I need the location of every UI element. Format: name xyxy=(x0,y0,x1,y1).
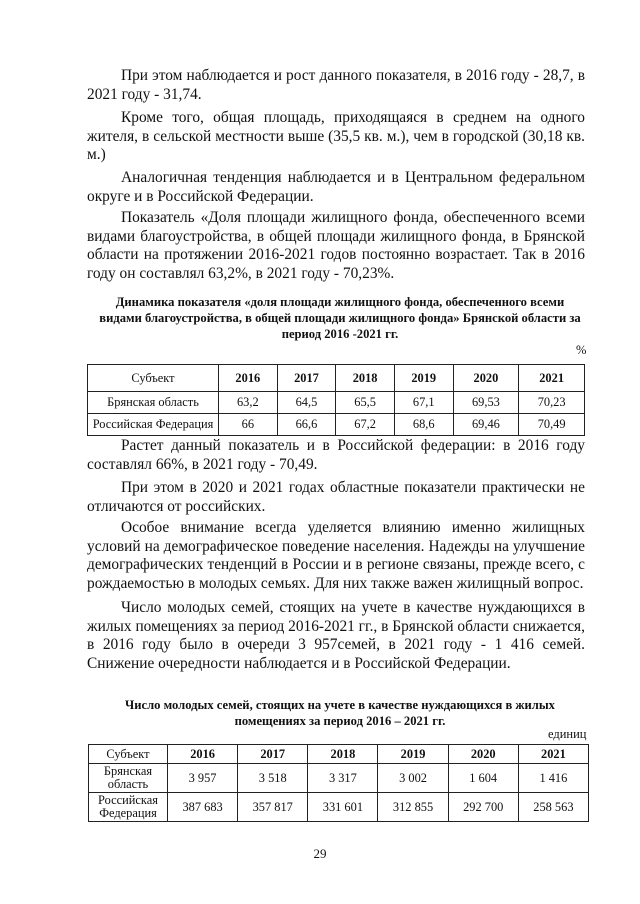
table-cell: 357 817 xyxy=(238,793,308,822)
paragraph-8: Число молодых семей, стоящих на учете в качестве нуждающихся в жилых помещениях за период 2016-2021 гг., в Брянской области снижается, в 2016 году было в очереди 3 957семей, в 2021 году - 1 416 семей. Снижение очередности наблюдается и в Российской Федерации. xyxy=(87,599,585,672)
table-row xyxy=(88,414,585,436)
table-cell: 3 002 xyxy=(378,764,448,793)
table-cell: 66 xyxy=(219,414,278,436)
table-header-cell: 2021 xyxy=(518,745,588,764)
paragraph-4: Показатель «Доля площади жилищного фонда, обеспеченного всеми видами благоустройства, в общей площади жилищного фонда, в Брянской области на протяжении 2016-2021 годов постоянно возрастает. Так в 2016 году он составлял 63,2%, в 2021 году - 70,23%. xyxy=(87,209,585,282)
paragraph-5: Растет данный показатель и в Российской федерации: в 2016 году составлял 66%, в 2021 году - 70,49. xyxy=(87,437,585,473)
table-cell: 312 855 xyxy=(378,793,448,822)
table-header-cell: Субъект xyxy=(88,365,219,392)
table-header-cell: 2016 xyxy=(219,365,278,392)
table-cell: 3 317 xyxy=(308,764,378,793)
table-header-cell: Субъект xyxy=(89,745,168,764)
table1-caption: Динамика показателя «доля площади жилищного фонда, обеспеченного всеми видами благоустройства, в общей площади жилищного фонда» Брянской области за период 2016 -2021 гг. xyxy=(99,295,581,341)
table-cell: 66,6 xyxy=(277,414,336,436)
table-header-cell: 2021 xyxy=(519,365,585,392)
table-cell: 63,2 xyxy=(219,392,278,414)
table1 xyxy=(87,364,585,436)
table-cell: 3 518 xyxy=(238,764,308,793)
paragraph-6: При этом в 2020 и 2021 годах областные показатели практически не отличаются от российских. xyxy=(87,479,585,515)
table-row xyxy=(89,764,589,793)
table-cell: 64,5 xyxy=(277,392,336,414)
table-header-cell: 2017 xyxy=(277,365,336,392)
table-cell: 331 601 xyxy=(308,793,378,822)
table2 xyxy=(88,744,589,822)
paragraph-2: Кроме того, общая площадь, приходящаяся в среднем на одного жителя, в сельской местности выше (35,5 кв. м.), чем в городской (30,18 кв. м.) xyxy=(87,109,585,164)
table2-unit: единиц xyxy=(548,727,587,741)
table-header-row xyxy=(89,745,589,764)
table-header-cell: 2019 xyxy=(394,365,453,392)
table-cell: 70,23 xyxy=(519,392,585,414)
table-cell: 68,6 xyxy=(394,414,453,436)
table-header-cell: 2016 xyxy=(168,745,238,764)
table-cell: 67,1 xyxy=(394,392,453,414)
table-cell: 1 604 xyxy=(448,764,518,793)
page-number: 29 xyxy=(313,846,327,861)
table-cell: 70,49 xyxy=(519,414,585,436)
table-cell: 292 700 xyxy=(448,793,518,822)
table-row xyxy=(89,793,589,822)
table-cell: Российская Федерация xyxy=(89,793,168,822)
table-header-cell: 2020 xyxy=(448,745,518,764)
table-cell: 3 957 xyxy=(168,764,238,793)
table-cell: 69,53 xyxy=(453,392,519,414)
table-cell: Брянская область xyxy=(89,764,168,793)
paragraph-7: Особое внимание всегда уделяется влиянию именно жилищных условий на демографическое поведение населения. Надежды на улучшение демографических тенденций в России и в регионе связаны, прежде всего, с рождаемостью в молодых семьях. Для них также важен жилищный вопрос. xyxy=(87,519,585,592)
table-header-cell: 2020 xyxy=(453,365,519,392)
table-cell: 258 563 xyxy=(518,793,588,822)
table-cell: 69,46 xyxy=(453,414,519,436)
table-header-cell: 2017 xyxy=(238,745,308,764)
table-cell: 67,2 xyxy=(336,414,395,436)
table-header-cell: 2019 xyxy=(378,745,448,764)
table1-unit: % xyxy=(576,343,587,357)
table2-caption: Число молодых семей, стоящих на учете в качестве нуждающихся в жилых помещениях за период 2016 – 2021 гг. xyxy=(125,698,555,728)
table-cell: 1 416 xyxy=(518,764,588,793)
table-cell: 65,5 xyxy=(336,392,395,414)
table-row xyxy=(88,392,585,414)
table-header-cell: 2018 xyxy=(336,365,395,392)
table-cell: Российская Федерация xyxy=(88,414,219,436)
table-cell: Брянская область xyxy=(88,392,219,414)
paragraph-1: При этом наблюдается и рост данного показателя, в 2016 году - 28,7, в 2021 году - 31,74. xyxy=(87,67,585,103)
table-header-cell: 2018 xyxy=(308,745,378,764)
paragraph-3: Аналогичная тенденция наблюдается и в Центральном федеральном округе и в Российской Федерации. xyxy=(87,169,585,205)
table-header-row xyxy=(88,365,585,392)
table-cell: 387 683 xyxy=(168,793,238,822)
